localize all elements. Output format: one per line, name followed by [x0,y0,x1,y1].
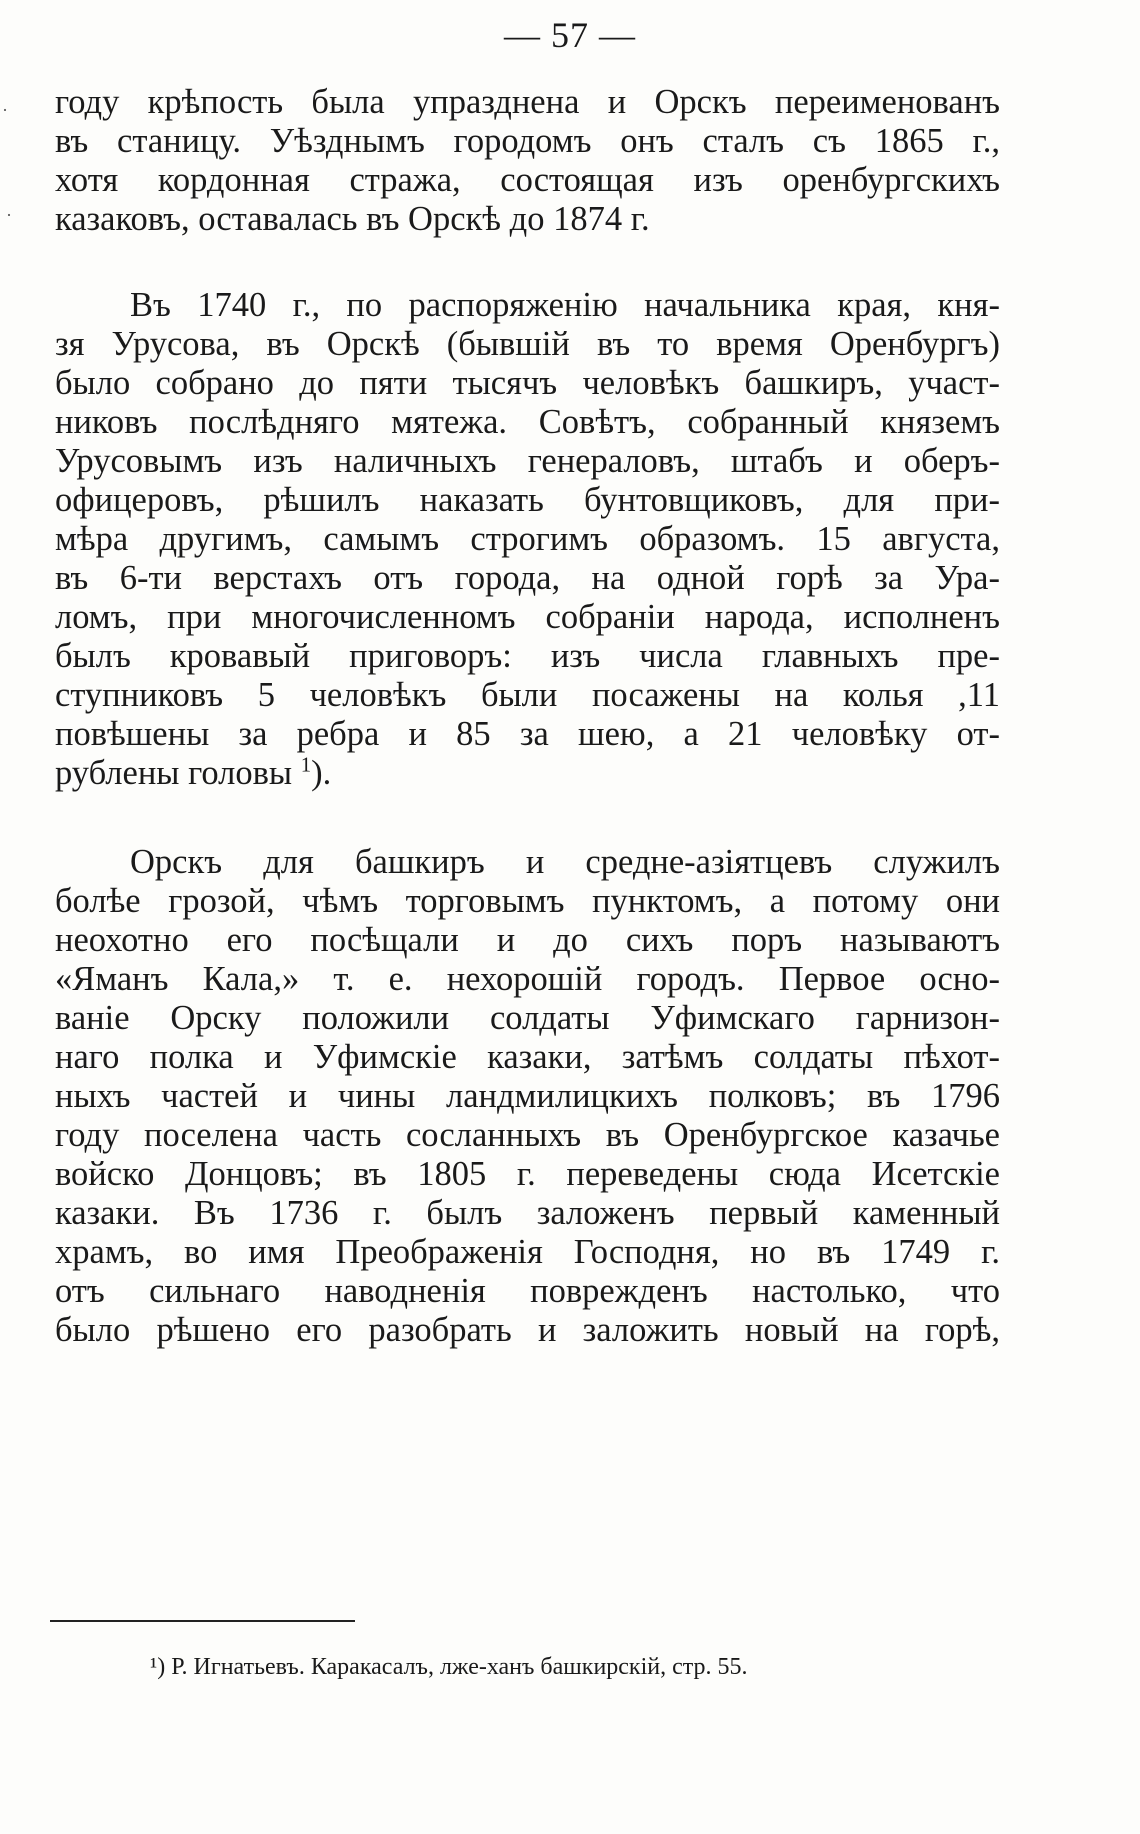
text-line: казаки. Въ 1736 г. былъ заложенъ первый каменный [55,1194,1000,1232]
text-line: храмъ, во имя Преображенія Господня, но въ 1749 г. [55,1233,1000,1271]
footnote-reference[interactable]: 1 [300,754,312,777]
text-line: повѣшены за ребра и 85 за шею, а 21 человѣку от- [55,715,1000,753]
text-fragment: рублены головы [55,754,293,792]
text-line: казаковъ, оставалась въ Орскѣ до 1874 г. [55,200,650,238]
text-line: болѣе грозой, чѣмъ торговымъ пунктомъ, а потому они [55,882,1000,920]
text-line: было рѣшено его разобрать и заложить новый на горѣ, [55,1311,1000,1349]
text-fragment: ). [311,754,332,792]
text-line: ваніе Орску положили солдаты Уфимскаго гарнизон- [55,999,1000,1037]
footnote-divider [50,1620,355,1622]
text-line: неохотно его посѣщали и до сихъ поръ называютъ [55,921,1000,959]
text-line: году крѣпость была упразднена и Орскъ переименованъ [55,83,1000,121]
text-line: Орскъ для башкиръ и средне-азіятцевъ служилъ [130,843,1000,881]
text-line: «Яманъ Кала,» т. е. нехорошій городъ. Первое осно- [55,960,1000,998]
scan-speck: · [6,205,12,225]
text-line: офицеровъ, рѣшилъ наказать бунтовщиковъ, для при- [55,481,1000,519]
footnote [150,1652,748,1682]
text-line: Урусовымъ изъ наличныхъ генераловъ, штабъ и оберъ- [55,442,1000,480]
text-line: хотя кордонная стража, состоящая изъ оренбургскихъ [55,161,1000,199]
text-line: ломъ, при многочисленномъ собраніи народа, исполненъ [55,598,1000,636]
text-line: въ станицу. Уѣзднымъ городомъ онъ сталъ съ 1865 г., [55,122,1000,160]
text-line: было собрано до пяти тысячъ человѣкъ башкиръ, участ- [55,364,1000,402]
page-number: — 57 — [504,15,636,55]
text-line: былъ кровавый приговоръ: изъ числа главныхъ пре- [55,637,1000,675]
text-line: войско Донцовъ; въ 1805 г. переведены сюда Исетскіе [55,1155,1000,1193]
text-line: наго полка и Уфимскіе казаки, затѣмъ солдаты пѣхот- [55,1038,1000,1076]
footnote-marker: ¹) [150,1654,166,1680]
text-line: въ 6-ти верстахъ отъ города, на одной горѣ за Ура- [55,559,1000,597]
text-line: Въ 1740 г., по распоряженію начальника края, кня- [130,286,1000,324]
text-line: мѣра другимъ, самымъ строгимъ образомъ. 15 августа, [55,520,1000,558]
footnote-text: Р. Игнатьевъ. Каракасалъ, лже-ханъ башкирскій, стр. 55. [171,1654,748,1680]
text-line: ступниковъ 5 человѣкъ были посажены на колья ,11 [55,676,1000,714]
text-line: ныхъ частей и чины ландмилицкихъ полковъ; въ 1796 [55,1077,1000,1115]
text-line: зя Урусова, въ Орскѣ (бывшій въ то время Оренбургъ) [55,325,1000,363]
scan-speck: · [2,100,8,120]
text-line: отъ сильнаго наводненія поврежденъ настолько, что [55,1272,1000,1310]
text-line: году поселена часть сосланныхъ въ Оренбургское казачье [55,1116,1000,1154]
text-line: никовъ послѣдняго мятежа. Совѣтъ, собранный княземъ [55,403,1000,441]
text-line-with-footnote [55,753,1000,793]
